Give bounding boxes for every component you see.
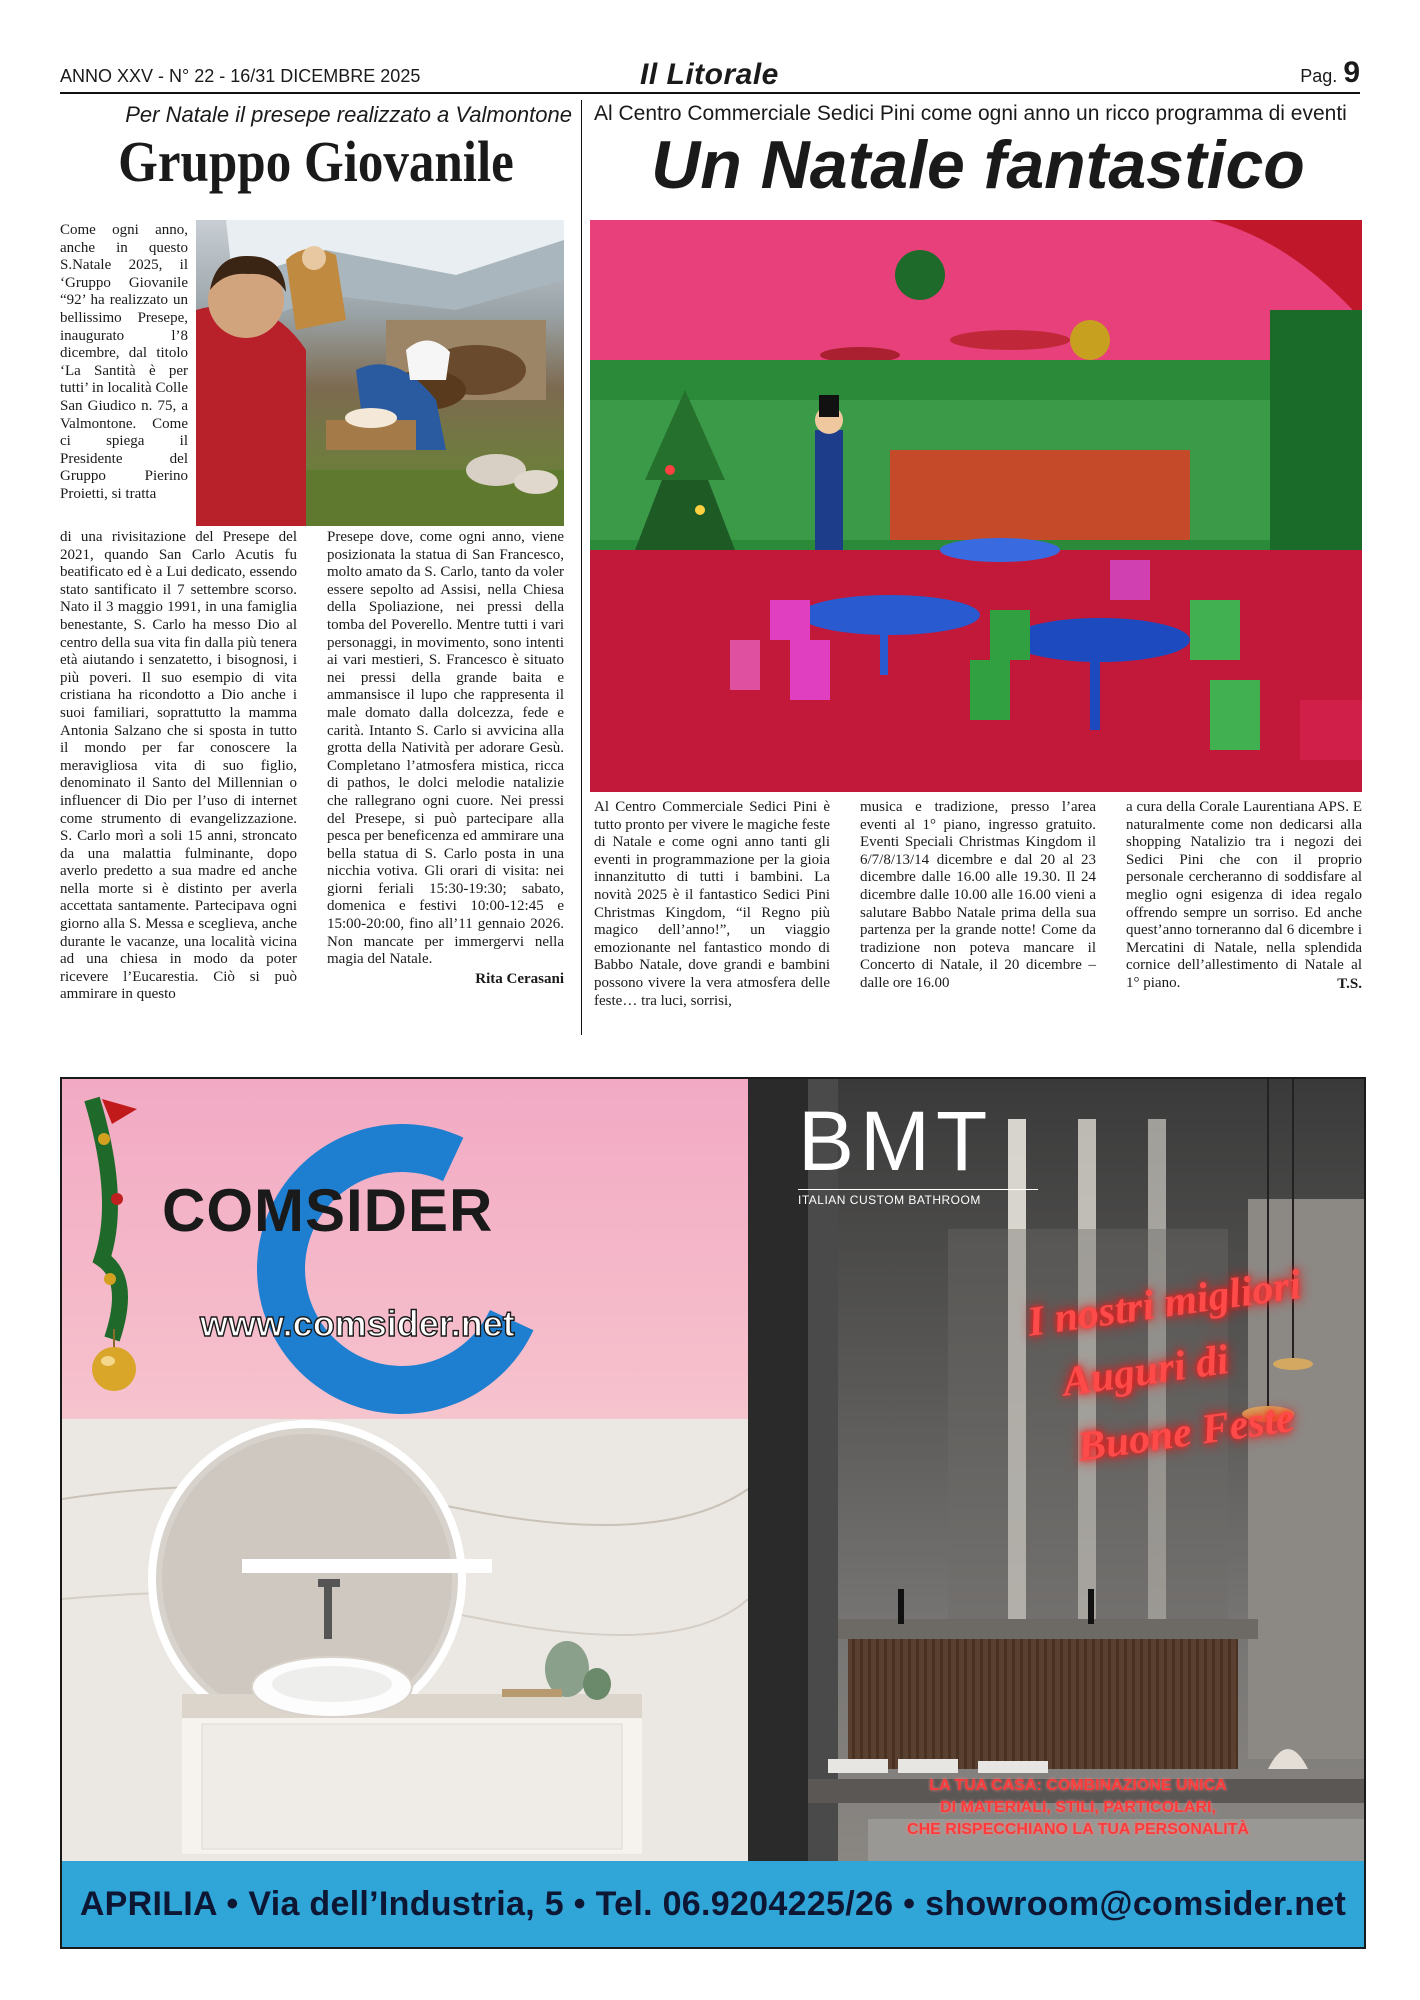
bmt-subtitle: ITALIAN CUSTOM BATHROOM — [798, 1189, 1038, 1207]
right-col2-paragraph: musica e tradizione, presso l’area eventi al 1° piano, ingresso gratuito. Eventi Speciali Christmas Kingdom il 6/7/8/13/14 dicembre e dal 20 al 23 dicembre dalle 16.00 alle 19.30. Il 24 dicembre dalle 10.00 alle 16.00 vieni a salutare Babbo Natale prima della sua partenza per la grande notte! Come da tradizione non poteva mancare il Concerto di Natale, il 20 dicembre – dalle ore 16.00 — [860, 799, 1096, 991]
greeting-line-1: I nostri migliori — [1024, 1261, 1304, 1346]
page-label: Pag. — [1300, 66, 1338, 86]
left-author: Rita Cerasani — [475, 970, 564, 987]
contact-info: APRILIA • Via dell’Industria, 5 • Tel. 06.9204225/26 • showroom@comsider.net — [79, 1885, 1347, 1923]
header-rule — [60, 92, 1360, 94]
ad-left-panel — [62, 1079, 748, 1861]
page-number: 9 — [1343, 56, 1360, 89]
greeting-line-2: Auguri di — [1059, 1336, 1232, 1406]
left-column-1 — [60, 529, 297, 1004]
left-kicker: Per Natale il presepe realizzato a Valmontone — [125, 102, 572, 127]
christmas-kingdom-photo — [590, 220, 1362, 792]
bmt-logo: BMT — [798, 1094, 994, 1188]
right-column-3 — [1126, 799, 1362, 993]
comsider-website: www.comsider.net — [200, 1303, 515, 1344]
left-col1-paragraph: di una rivisitazione del Presepe del 2021, quando San Carlo Acutis fu beatificato ed è a Lui dedicato, essendo stato santificato il 7 settembre scorso. Nato il 3 maggio 1991, in una famiglia benestante, S. Carlo ha messo Dio al centro della sua vita fin dalla più tenera età aiutando i senzatetto, i bisognosi, i più poveri. Il suo esempio di vita cristiana ha ricondotto a Dio anche i suoi familiari, soprattutto la mamma Antonia Salzano che si sposta in tutto il mondo per far conoscere la meravigliosa vita di suo figlio, denominato il Santo del Millennian o influencer di Dio per l’uso di internet come strumento di evangelizzazione. S. Carlo morì a soli 15 anni, stroncato da una malattia fulminante, dopo averlo predetto a sua madre ed anche nella morte si è distinto per averla accettata santamente. Partecipava ogni giorno alla S. Messa e sceglieva, anche durante le vacanze, una località vicina ad una chiesa in modo da poter ricevere l’Eucarestia. Ciò si può ammirare in questo — [60, 529, 297, 1003]
right-author: T.S. — [1337, 975, 1362, 992]
right-column-2 — [860, 799, 1096, 993]
right-col3-paragraph: a cura della Corale Laurentiana APS. E naturalmente come non dedicarsi alla shopping Natalizio tra i negozi dei Sedici Pini che con il proprio personale cercheranno di soddisfare al meglio ogni esigenza di idea regalo offrendo sempre un sorriso. Ed anche quest’anno torneranno dal 6 dicembre i Mercatini di Natale, nella splendida cornice dell’allestimento di Natale al 1° piano. — [1126, 799, 1362, 991]
comsider-advertisement — [60, 1077, 1366, 1949]
tagline-line-2: DI MATERIALI, STILI, PARTICOLARI, — [940, 1799, 1216, 1816]
nativity-photo — [196, 220, 564, 526]
right-column-1 — [594, 799, 830, 1010]
masthead: Il Litorale — [640, 58, 779, 91]
bmt-tagline — [848, 1775, 1308, 1841]
right-col1-paragraph: Al Centro Commerciale Sedici Pini è tutto pronto per vivere le magiche feste di Natale e come ogni anno tanti gli eventi in programmazione per la gioia innanzitutto di tutti i bambini. La novità 2025 è il fantastico Sedici Pini Christmas Kingdom, “il Regno più magico dell’anno!”, un viaggio emozionante nel fantastico mondo di Babbo Natale, dove grandi e bambini possono vivere la vera atmosfera delle feste… tra luci, sorrisi, — [594, 799, 830, 1009]
right-title: Un Natale fantastico — [651, 127, 1305, 203]
christmas-kingdom-illustration — [590, 220, 1362, 792]
greeting-line-3: Buone Feste — [1074, 1394, 1298, 1471]
left-col2-paragraph: Presepe dove, come ogni anno, viene posizionata la statua di San Francesco, molto amato da S. Carlo, tanto da voler essere sepolto ad Assisi, nella Chiesa della Spoliazione, nei pressi della tomba del Poverello. Mentre tutti i vari personaggi, in movimento, sono intenti ai vari mestieri, S. Francesco è situato nei pressi della grande baita e ammansisce il lupo che rappresenta il male domato dalla dolcezza, fede e carità. Intanto S. Carlo si avvicina alla grotta della Natività per adorare Gesù. Completano l’atmosfera mistica, ricca di pathos, le dolci melodie natalizie che rallegrano ogni cuore. Nei pressi del Presepe, si può partecipare alla pesca per beneficenza ed ammirare una bella statua di S. Carlo posta in una nicchia votiva. Gli orari di visita: nei giorni feriali 15:30-19:30; sabato, domenica e festivi 10:00-12:45 e 15:00-20:00, fino all’11 gennaio 2026. Non mancate per immergervi nella magia del Natale. — [327, 529, 564, 968]
nativity-illustration — [196, 220, 564, 526]
tagline-line-3: CHE RISPECCHIANO LA TUA PERSONALITÀ — [907, 1821, 1249, 1838]
ad-right-panel — [748, 1079, 1364, 1861]
right-kicker: Al Centro Commerciale Sedici Pini come ogni anno un ricco programma di eventi — [594, 102, 1347, 125]
left-column-2 — [327, 529, 564, 988]
issue-info: ANNO XXV - N° 22 - 16/31 DICEMBRE 2025 — [60, 66, 421, 86]
tagline-line-1: LA TUA CASA: COMBINAZIONE UNICA — [929, 1777, 1227, 1794]
comsider-brand: COMSIDER — [162, 1177, 494, 1244]
column-divider — [581, 100, 582, 1035]
page-number-block — [1300, 56, 1360, 90]
left-intro-paragraph: Come ogni anno, anche in questo S.Natale 2025, il ‘Gruppo Giovanile “92’ ha realizzato un bellissimo Presepe, inaugurato l’8 dicembre, dal titolo ‘La Santità è per tutti’ in località Colle San Giudico n. 75, a Valmontone. Come ci spiega il Presidente del Gruppo Pierino Proietti, si tratta — [60, 222, 188, 502]
left-intro-text — [60, 222, 188, 504]
left-title: Gruppo Giovanile — [118, 129, 514, 194]
